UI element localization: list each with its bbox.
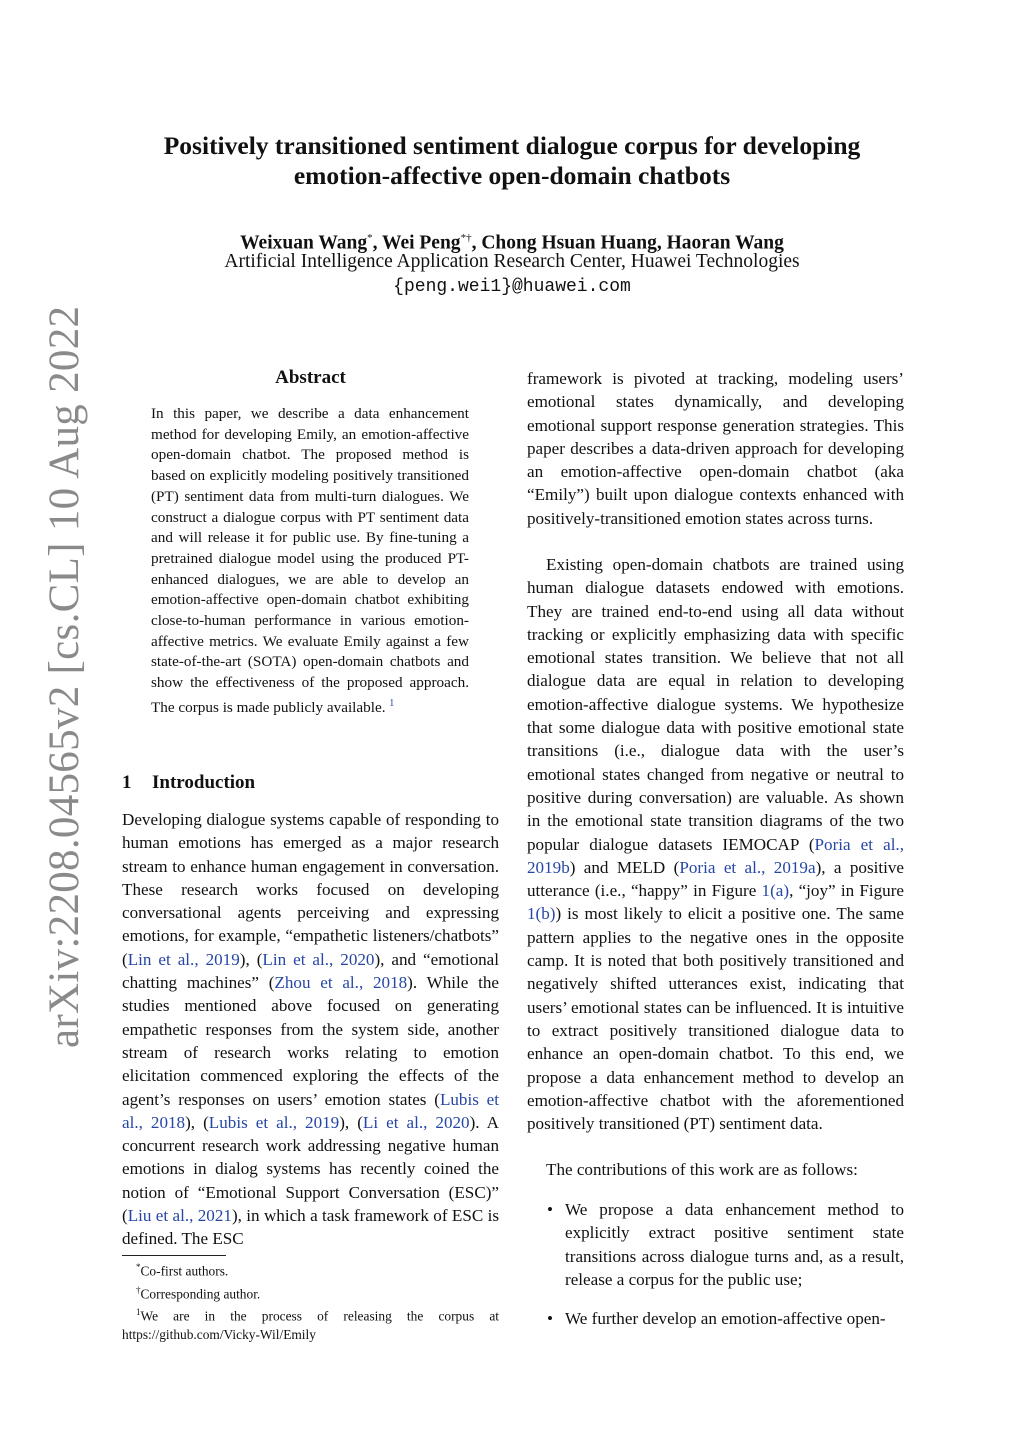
footnote-1 [122,1258,499,1281]
list-item [527,1198,904,1291]
list-item-text: We further develop an emotion-affective open- [565,1309,886,1329]
text-run: ). While the studies mentioned above focused on generating empathetic responses from the system side, another stream of research works relating to emotion elicitation commenced exploring the effects of the agent’s responses on users’ emotion states ( [122,973,499,1109]
citation-link[interactable]: Li et al., 2020 [362,1112,470,1132]
footnote-1-text: Co-first authors. [140,1263,229,1279]
title-line-2: emotion-affective open-domain chatbots [293,161,731,190]
citation-link[interactable]: Poria et al., 2019a [679,857,816,877]
text-run: ) and MELD ( [569,857,680,877]
section-heading-introduction [122,771,255,795]
list-item [527,1307,904,1330]
contributions-list [527,1198,904,1330]
footnote-2-mark: † [136,1284,141,1295]
citation-link[interactable]: Lin et al., 2020 [262,949,375,969]
footnotes [122,1258,499,1344]
abstract-text: In this paper, we describe a data enhancement method for developing Emily, an emotion-affective open-domain chatbot. The proposed method is based on explicitly modeling positively transitioned (PT) sentiment data from multi-turn dialogues. We construct a dialogue corpus with PT sentiment data and will release it for public use. By fine-tuning a pretrained dialogue model using the produced PT-enhanced dialogues, we are able to develop an emotion-affective open-domain chatbot exhibiting close-to-human performance in various emotion-affective metrics. We evaluate Emily against a few state-of-the-art (SOTA) open-domain chatbots and show the effectiveness of the proposed approach. The corpus is made publicly available. [151,405,469,716]
footnote-2 [122,1281,499,1304]
text-run: ), ( [239,949,263,969]
author-2: Wei Peng [382,232,461,254]
citation-link[interactable]: Zhou et al., 2018 [274,973,408,993]
citation-link[interactable]: Poria et al., 2019b [527,834,904,877]
figure-ref-link[interactable]: 1(b) [527,904,556,924]
author-list: Weixuan Wang*, Wei Peng*†, Chong Hsuan Huang, Haoran Wang [240,232,784,254]
citation-link[interactable]: Lubis et al., 2019 [208,1112,340,1132]
text-run: ), and “emotional chatting machines” ( [122,949,500,993]
citation-link[interactable]: Lubis et al., 2018 [122,1089,499,1132]
intro-paragraph-1 [122,808,499,1251]
author-1: Weixuan Wang [240,232,368,254]
footnote-3-url-line [122,1326,499,1344]
bullet-marker: • [547,1200,553,1219]
footnote-3-url[interactable]: https://github.com/Vicky-Wil/Emily [122,1327,316,1343]
footnote-3-mark: 1 [136,1307,141,1318]
text-run: , “joy” in Figure [789,881,904,901]
abstract-footnote-ref[interactable]: 1 [389,697,395,709]
text-run: Developing dialogue systems capable of responding to human emotions has emerged as a major research stream to enhance human engagement in conversation. These research works focused on developing conversational agents perceiving and expressing emotions, for example, “empathetic listeners/chatbots” ( [122,810,499,969]
text-run: ), ( [185,1112,209,1132]
list-item-text: We propose a data enhancement method to explicitly extract positive sentiment state transitions across dialogue turns and, as a result, release a corpus for the public use; [565,1200,904,1289]
paper-title [120,131,904,191]
affiliation: Artificial Intelligence Application Research Center, Huawei Technologies [224,251,800,272]
footnote-1-mark: * [136,1262,141,1272]
citation-link[interactable]: Liu et al., 2021 [127,1206,232,1226]
author-2-mark: *† [460,232,472,244]
abstract-body [151,404,469,719]
title-line-1: Positively transitioned sentiment dialogue corpus for developing [163,131,861,160]
bullet-marker: • [547,1309,553,1329]
section-number: 1 [122,772,132,793]
footnote-3 [122,1303,499,1326]
arxiv-identifier-stamp: arXiv:2208.04565v2 [cs.CL] 10 Aug 2022 [41,305,88,1048]
text-run: ), ( [339,1112,363,1132]
text-run: Existing open-domain chatbots are trained using human dialogue datasets endowed with emotions. They are trained end-to-end using all data without tracking or explicitly emphasizing data with specific emotional states transition. We believe that not all dialogue data are equal in relation to developing emotion-affective dialogue systems. We hypothesize that some dialogue data with positive emotional state transitions (i.e., dialogue data with the user’s emotional states changed from negative or neutral to positive during conversation) are valuable. As shown in the emotional state transition diagrams of the two popular dialogue datasets IEMOCAP ( [527,555,904,854]
footnote-3-text: We are in the process of releasing the corpus at [140,1308,499,1324]
text-run: ), a positive utterance (i.e., “happy” in Figure [527,857,904,901]
figure-ref-link[interactable]: 1(a) [761,881,790,901]
intro-paragraph-1-continued: framework is pivoted at tracking, modeling users’ emotional states dynamically, and developing emotional support response generation strategies. This paper describes a data-driven approach for developing an emotion-affective open-domain chatbot (aka “Emily”) built upon dialogue contexts enhanced with positively-transitioned emotion states across turns. [527,369,904,528]
text-run: ) is most likely to elicit a positive one. The same pattern applies to the negative ones in the opposite camp. It is noted that both positively transitioned and negatively shifted utterances exist, indicating that users’ emotional states can be influenced. It is intuitive to extract positively transitioned dialogue data to enhance an open-domain chatbot. To this end, we propose a data enhancement method to develop an emotion-affective chatbot with the aforementioned positively transitioned (PT) sentiment data. [527,904,904,1134]
text-run: ). A concurrent research work addressing negative human emotions in dialog systems has recently coined the notion of “Emotional Support Conversation (ESC)” ( [122,1112,500,1226]
author-1-mark: * [367,232,373,244]
footnote-divider [122,1255,226,1256]
other-authors: Chong Hsuan Huang, Haoran Wang [481,232,784,254]
abstract-heading: Abstract [275,367,346,388]
citation-link[interactable]: Lin et al., 2019 [127,949,240,969]
text-run: ), in which a task framework of ESC is defined. The ESC [122,1206,500,1249]
intro-paragraph-2 [527,553,904,1135]
contact-email[interactable]: {peng.wei1}@huawei.com [393,277,631,297]
intro-paragraph-3: The contributions of this work are as follows: [546,1160,858,1179]
footnote-2-text: Corresponding author. [140,1286,261,1302]
section-title: Introduction [152,772,256,793]
